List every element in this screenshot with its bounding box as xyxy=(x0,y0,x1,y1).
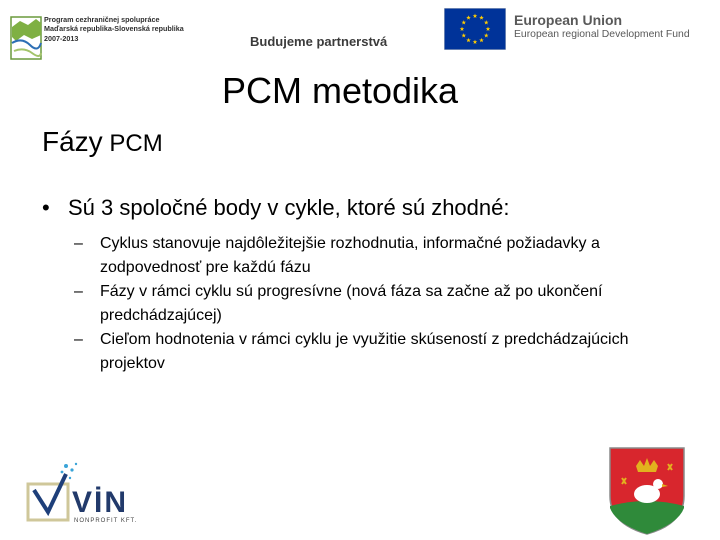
program-line-1: Program cezhraničnej spolupráce xyxy=(44,15,160,24)
vin-logo-subtitle: NONPROFIT KFT. xyxy=(74,518,138,524)
eu-title: European Union xyxy=(514,12,623,28)
program-logo-text xyxy=(44,15,184,43)
eu-subtitle: European regional Development Fund xyxy=(514,29,690,40)
program-line-3: 2007-2013 xyxy=(44,33,79,43)
sub-bullet-list xyxy=(74,232,674,376)
section-title xyxy=(42,124,163,165)
sub-bullet-item xyxy=(74,328,674,376)
sub-bullet-text: Cyklus stanovuje najdôležitejšie rozhodnutia, informačné požiadavky a zodpovednosť pre každú fázu xyxy=(100,235,600,276)
coat-of-arms-icon xyxy=(606,444,688,536)
sub-bullet-text: Fázy v rámci cyklu sú progresívne (nová fáza sa začne až po ukončení predchádzajúcej) xyxy=(100,283,603,324)
section-title-part2: PCM xyxy=(102,130,163,157)
sub-bullet-text: Cieľom hodnotenia v rámci cyklu je využitie skúseností z predchádzajúcich projektov xyxy=(100,331,629,372)
tagline: Budujeme partnerstvá xyxy=(250,34,388,49)
main-bullet-text: Sú 3 spoločné body v cykle, ktoré sú zhodné: xyxy=(68,195,510,220)
slide-title: PCM metodika xyxy=(222,70,459,111)
eu-logo-text xyxy=(514,12,690,42)
bullet-marker: • xyxy=(42,195,50,220)
dash-marker: – xyxy=(74,331,83,348)
dash-marker: – xyxy=(74,283,83,300)
sub-bullet-item xyxy=(74,232,674,280)
program-line-2: Maďarská republika-Slovenská republika xyxy=(44,24,184,34)
dash-marker: – xyxy=(74,235,83,252)
section-title-part1: Fázy xyxy=(42,126,103,157)
eu-flag-icon xyxy=(444,8,506,50)
program-logo xyxy=(10,13,240,63)
vin-logo-name: VİN xyxy=(72,486,129,519)
program-map-icon xyxy=(10,13,44,63)
sub-bullet-item xyxy=(74,280,674,328)
main-bullet xyxy=(42,193,682,223)
